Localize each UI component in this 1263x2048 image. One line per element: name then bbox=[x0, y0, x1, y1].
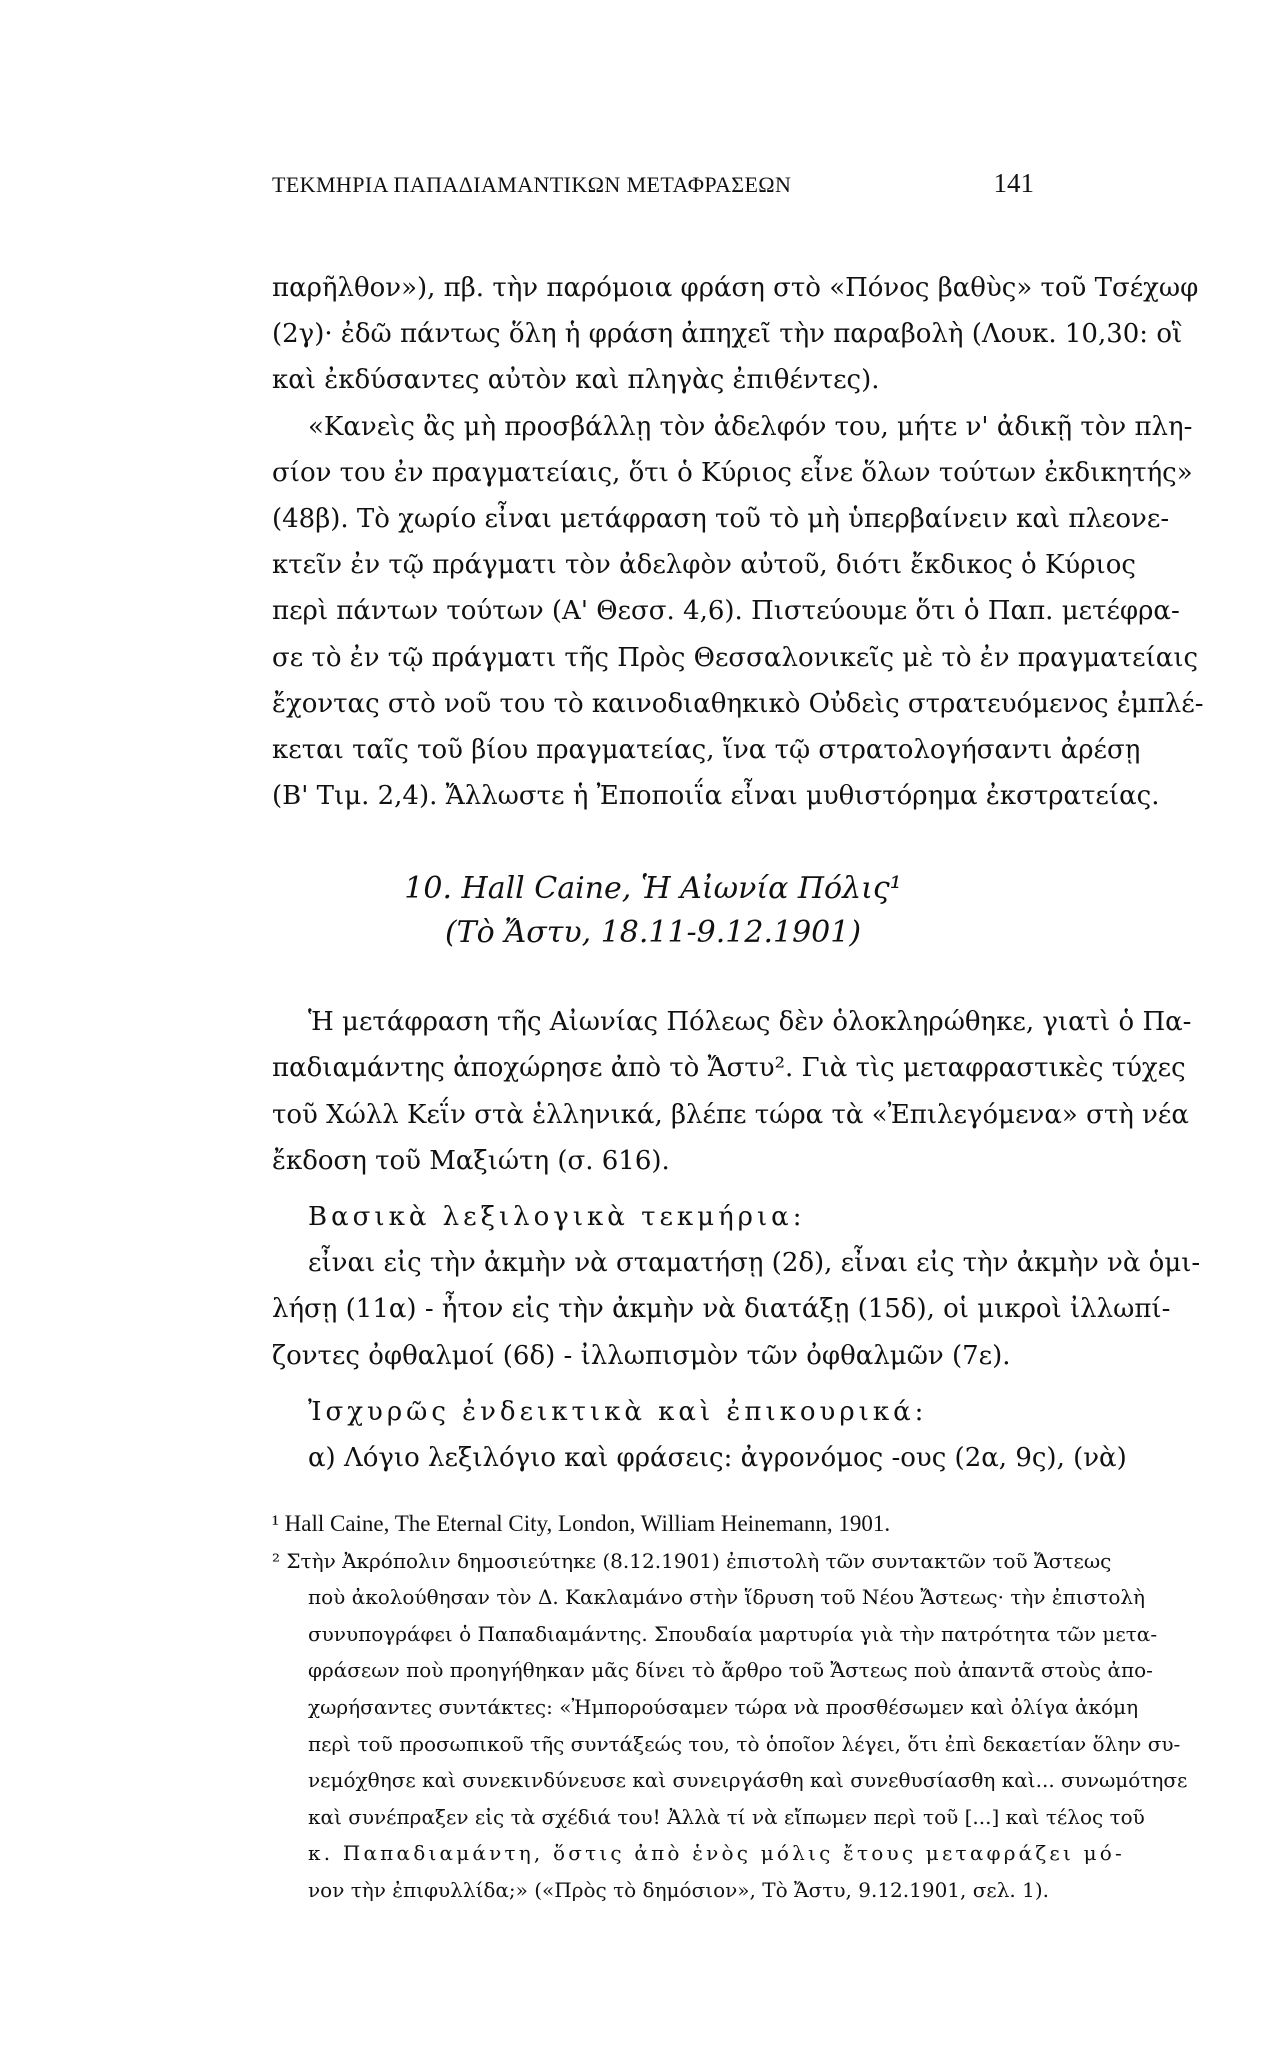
footnote-2-line: νον τὴν ἐπιφυλλίδα;» («Πρὸς τὸ δημόσιον», Τὸ Ἄστυ, 9.12.1901, σελ. 1). bbox=[308, 1877, 1050, 1902]
text-line: εἶναι εἰς τὴν ἀκμὴν νὰ σταματήσῃ (2δ), εἶναι εἰς τὴν ἀκμὴν νὰ ὁμι- bbox=[308, 1248, 1201, 1279]
page-header bbox=[272, 168, 1034, 208]
lexical-evidence-label: Βασικὰ λεξιλογικὰ τεκμήρια: bbox=[308, 1202, 806, 1232]
text-line: ἔκδοση τοῦ Μαξιώτη (σ. 616). bbox=[272, 1145, 670, 1176]
text-line: (48β). Τὸ χωρίο εἶναι μετάφραση τοῦ τὸ μὴ ὑπερβαίνειν καὶ πλεονε- bbox=[272, 503, 1170, 534]
text-line: κτεῖν ἐν τῷ πράγματι τὸν ἀδελφὸν αὐτοῦ, διότι ἔκδικος ὁ Κύριος bbox=[272, 550, 1136, 581]
footnote-2-line: καὶ συνέπραξεν εἰς τὰ σχέδιά του! Ἀλλὰ τί νὰ εἴπωμεν περὶ τοῦ [...] καὶ τέλος τοῦ bbox=[308, 1804, 1145, 1829]
footnote-1: ¹ Hall Caine, The Eternal City, London, William Heinemann, 1901. bbox=[272, 1511, 891, 1536]
text-line: Ἡ μετάφραση τῆς Αἰωνίας Πόλεως δὲν ὁλοκληρώθηκε, γιατὶ ὁ Πα- bbox=[308, 1007, 1192, 1038]
text-line: «Κανεὶς ἂς μὴ προσβάλλῃ τὸν ἀδελφόν του, μήτε ν' ἀδικῇ τὸν πλη- bbox=[308, 411, 1193, 442]
text-line: παρῆλθον»), πβ. τὴν παρόμοια φράση στὸ «Πόνος βαθὺς» τοῦ Τσέχωφ bbox=[272, 273, 1199, 303]
text-line: λήσῃ (11α) - ἦτον εἰς τὴν ἀκμὴν νὰ διατάξῃ (15δ), οἱ μικροὶ ἰλλωπί- bbox=[272, 1294, 1171, 1325]
text-line: παδιαμάντης ἀποχώρησε ἀπὸ τὸ Ἄστυ². Γιὰ τὶς μεταφραστικὲς τύχες bbox=[272, 1053, 1186, 1084]
footnote-2-line: χωρήσαντες συντάκτες: «Ἠμπορούσαμεν τώρα νὰ προσθέσωμεν καὶ ὀλίγα ἀκόμη bbox=[308, 1694, 1139, 1719]
strong-evidence-label: Ἰσχυρῶς ἐνδεικτικὰ καὶ ἐπικουρικά: bbox=[308, 1396, 928, 1427]
text-line: σίον του ἐν πραγματείαις, ὅτι ὁ Κύριος εἶνε ὅλων τούτων ἐκδικητής» bbox=[272, 457, 1193, 488]
text-line: (2γ)· ἐδῶ πάντως ὅλη ἡ φράση ἀπηχεῖ τὴν παραβολὴ (Λουκ. 10,30: οἳ bbox=[272, 319, 1183, 350]
section-heading-subtitle: (Τὸ Ἄστυ, 18.11-9.12.1901) bbox=[444, 915, 862, 951]
footnotes bbox=[272, 1506, 1188, 1909]
footnote-2-line: συνυπογράφει ὁ Παπαδιαμάντης. Σπουδαία μαρτυρία γιὰ τὴν πατρότητα τῶν μετα- bbox=[308, 1621, 1158, 1646]
text-line: (Β' Τιμ. 2,4). Ἄλλωστε ἡ Ἐποποιΐα εἶναι μυθιστόρημα ἐκστρατείας. bbox=[272, 781, 1160, 812]
section-heading-title: 10. Hall Caine, Ἡ Αἰωνία Πόλις¹ bbox=[404, 871, 902, 907]
footnote-2-line: φράσεων ποὺ προηγήθηκαν μᾶς δίνει τὸ ἄρθρο τοῦ Ἄστεως ποὺ ἀπαντᾶ στοὺς ἀπο- bbox=[308, 1658, 1153, 1683]
footnote-2-line: ποὺ ἀκολούθησαν τὸν Δ. Κακλαμάνο στὴν ἵδρυση τοῦ Νέου Ἄστεως· τὴν ἐπιστολὴ bbox=[308, 1585, 1146, 1610]
text-line: σε τὸ ἐν τῷ πράγματι τῆς Πρὸς Θεσσαλονικεῖς μὲ τὸ ἐν πραγματείαις bbox=[272, 642, 1199, 673]
footnote-2-line: κ. Παπαδιαμάντη, ὅστις ἀπὸ ἑνὸς μόλις ἔτους μεταφράζει μό- bbox=[308, 1841, 1125, 1866]
footnote-2-line: περὶ τοῦ προσωπικοῦ τῆς συντάξεώς του, τὸ ὁποῖον λέγει, ὅτι ἐπὶ δεκαετίαν ὅλην συ- bbox=[308, 1731, 1181, 1756]
running-title: ΤΕΚΜΗΡΙΑ ΠΑΠΑΔΙΑΜΑΝΤΙΚΩΝ ΜΕΤΑΦΡΑΣΕΩΝ bbox=[272, 172, 792, 197]
text-line: τοῦ Χώλλ Κεΐν στὰ ἑλληνικά, βλέπε τώρα τὰ «Ἐπιλεγόμενα» στὴ νέα bbox=[272, 1099, 1189, 1130]
main-text bbox=[272, 265, 1204, 1481]
footnote-2-line: νεμόχθησε καὶ συνεκινδύνευσε καὶ συνειργάσθη καὶ συνεθυσίασθη καὶ... συνωμότησε bbox=[308, 1768, 1188, 1793]
text-line: ἔχοντας στὸ νοῦ του τὸ καινοδιαθηκικὸ Οὐδεὶς στρατευόμενος ἐμπλέ- bbox=[272, 688, 1204, 719]
page-number: 141 bbox=[993, 168, 1034, 198]
text-line: περὶ πάντων τούτων (Α' Θεσσ. 4,6). Πιστεύουμε ὅτι ὁ Παπ. μετέφρα- bbox=[272, 596, 1180, 627]
text-line: κεται ταῖς τοῦ βίου πραγματείας, ἵνα τῷ στρατολογήσαντι ἀρέσῃ bbox=[272, 734, 1141, 765]
text-line: α) Λόγιο λεξιλόγιο καὶ φράσεις: ἀγρονόμος -ους (2α, 9ς), (νὰ) bbox=[308, 1442, 1127, 1473]
footnote-2-line: ² Στὴν Ἀκρόπολιν δημοσιεύτηκε (8.12.1901) ἐπιστολὴ τῶν συντακτῶν τοῦ Ἄστεως bbox=[272, 1548, 1112, 1573]
section-heading bbox=[272, 867, 1034, 955]
text-line: καὶ ἐκδύσαντες αὐτὸν καὶ πληγὰς ἐπιθέντες). bbox=[272, 365, 880, 396]
text-line: ζοντες ὀφθαλμοί (6δ) - ἰλλωπισμὸν τῶν ὀφθαλμῶν (7ε). bbox=[272, 1340, 1011, 1371]
